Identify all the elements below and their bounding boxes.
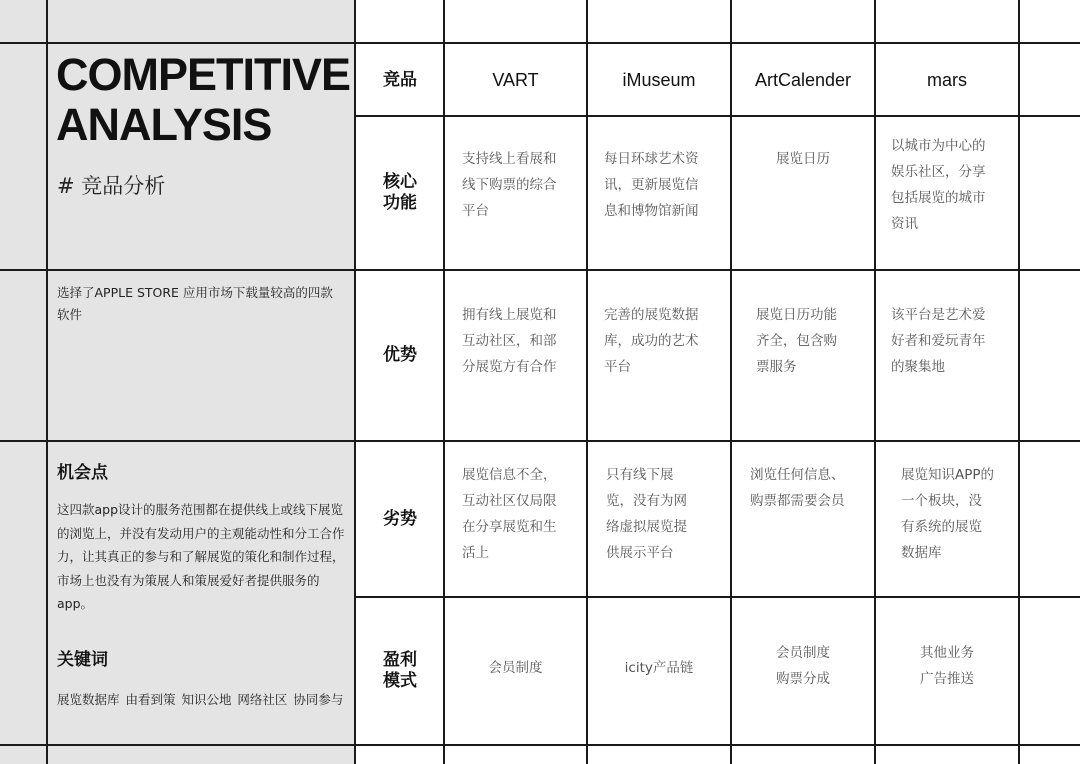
competitor-header-label: 竞品 bbox=[383, 69, 417, 90]
cell-vart-disadvantages: 展览信息不全， 互动社区仅局限 在分享展览和生 活上 bbox=[462, 467, 557, 561]
cell-artcalender-profit-model: 会员制度 购票分成 bbox=[776, 645, 830, 687]
opportunity-text: 这四款app设计的服务范围都在提供线上或线下展览的浏览上，并没有发动用户的主观能动性和分工合作力，让其真正的参与和了解展览的策化和制作过程，市场上也没有为策展人和策展爱好者提供服务的app。 bbox=[57, 502, 345, 611]
cell-mars-profit-model: 其他业务 广告推送 bbox=[920, 645, 974, 687]
cell-vart-core-function: 支持线上看展和 线下购票的综合 平台 bbox=[462, 151, 557, 219]
keywords-text: 展览数据库 由看到策 知识公地 网络社区 协同参与 bbox=[57, 692, 344, 707]
grid-line bbox=[0, 440, 1080, 442]
intro-text: 选择了APPLE STORE 应用市场下载量较高的四款软件 bbox=[57, 285, 333, 322]
cell-artcalender-disadvantages: 浏览任何信息、 购票都需要会员 bbox=[750, 467, 845, 509]
grid-line bbox=[355, 596, 1080, 598]
cell-mars-advantages: 该平台是艺术爱 好者和爱玩青年 的聚集地 bbox=[891, 307, 986, 375]
row-label-line: 功能 bbox=[383, 193, 417, 213]
row-label-advantages: 优势 bbox=[383, 345, 417, 365]
cell-imuseum-advantages: 完善的展览数据 库，成功的艺术 平台 bbox=[604, 307, 699, 375]
row-label-profit-model bbox=[357, 598, 443, 744]
cell-imuseum-core-function: 每日环球艺术资 讯，更新展览信 息和博物馆新闻 bbox=[604, 151, 699, 219]
row-label-line: 模式 bbox=[383, 671, 417, 691]
cell-vart-profit-model: 会员制度 bbox=[488, 660, 543, 676]
page-title bbox=[56, 50, 350, 150]
page-subtitle: # 竞品分析 bbox=[57, 174, 166, 198]
grid-line bbox=[0, 269, 1080, 271]
app-name-artcalender: ArtCalender bbox=[754, 69, 852, 90]
app-name-mars: mars bbox=[927, 69, 967, 90]
cell-vart-advantages: 拥有线上展览和 互动社区，和部 分展览方有合作 bbox=[462, 307, 557, 375]
cell-artcalender-core-function: 展览日历 bbox=[776, 151, 830, 167]
cell-imuseum-profit-model: icity产品链 bbox=[624, 660, 694, 676]
row-label-core-function bbox=[357, 117, 443, 269]
grid-line bbox=[354, 0, 356, 764]
cell-mars-core-function: 以城市为中心的 娱乐社区，分享 包括展览的城市 资讯 bbox=[891, 138, 986, 232]
row-label-line: 核心 bbox=[383, 172, 417, 192]
keywords-heading: 关键词 bbox=[57, 650, 108, 670]
cell-imuseum-disadvantages: 只有线下展 览，没有为网 络虚拟展览提 供展示平台 bbox=[606, 467, 687, 561]
grid-line bbox=[1018, 0, 1020, 764]
row-label-line: 盈利 bbox=[383, 650, 417, 670]
page-title-line-2: ANALYSIS bbox=[56, 99, 272, 150]
grid-line bbox=[0, 744, 1080, 746]
app-name-imuseum: iMuseum bbox=[622, 69, 696, 90]
page-title-line-1: COMPETITIVE bbox=[56, 49, 351, 100]
opportunity-heading: 机会点 bbox=[57, 463, 108, 483]
app-name-vart: VART bbox=[492, 69, 539, 90]
cell-artcalender-advantages: 展览日历功能 齐全，包含购 票服务 bbox=[756, 307, 837, 375]
cell-mars-disadvantages: 展览知识APP的 一个板块，没 有系统的展览 数据库 bbox=[901, 467, 995, 561]
row-label-disadvantages: 劣势 bbox=[383, 508, 417, 529]
grid-line bbox=[46, 0, 48, 764]
